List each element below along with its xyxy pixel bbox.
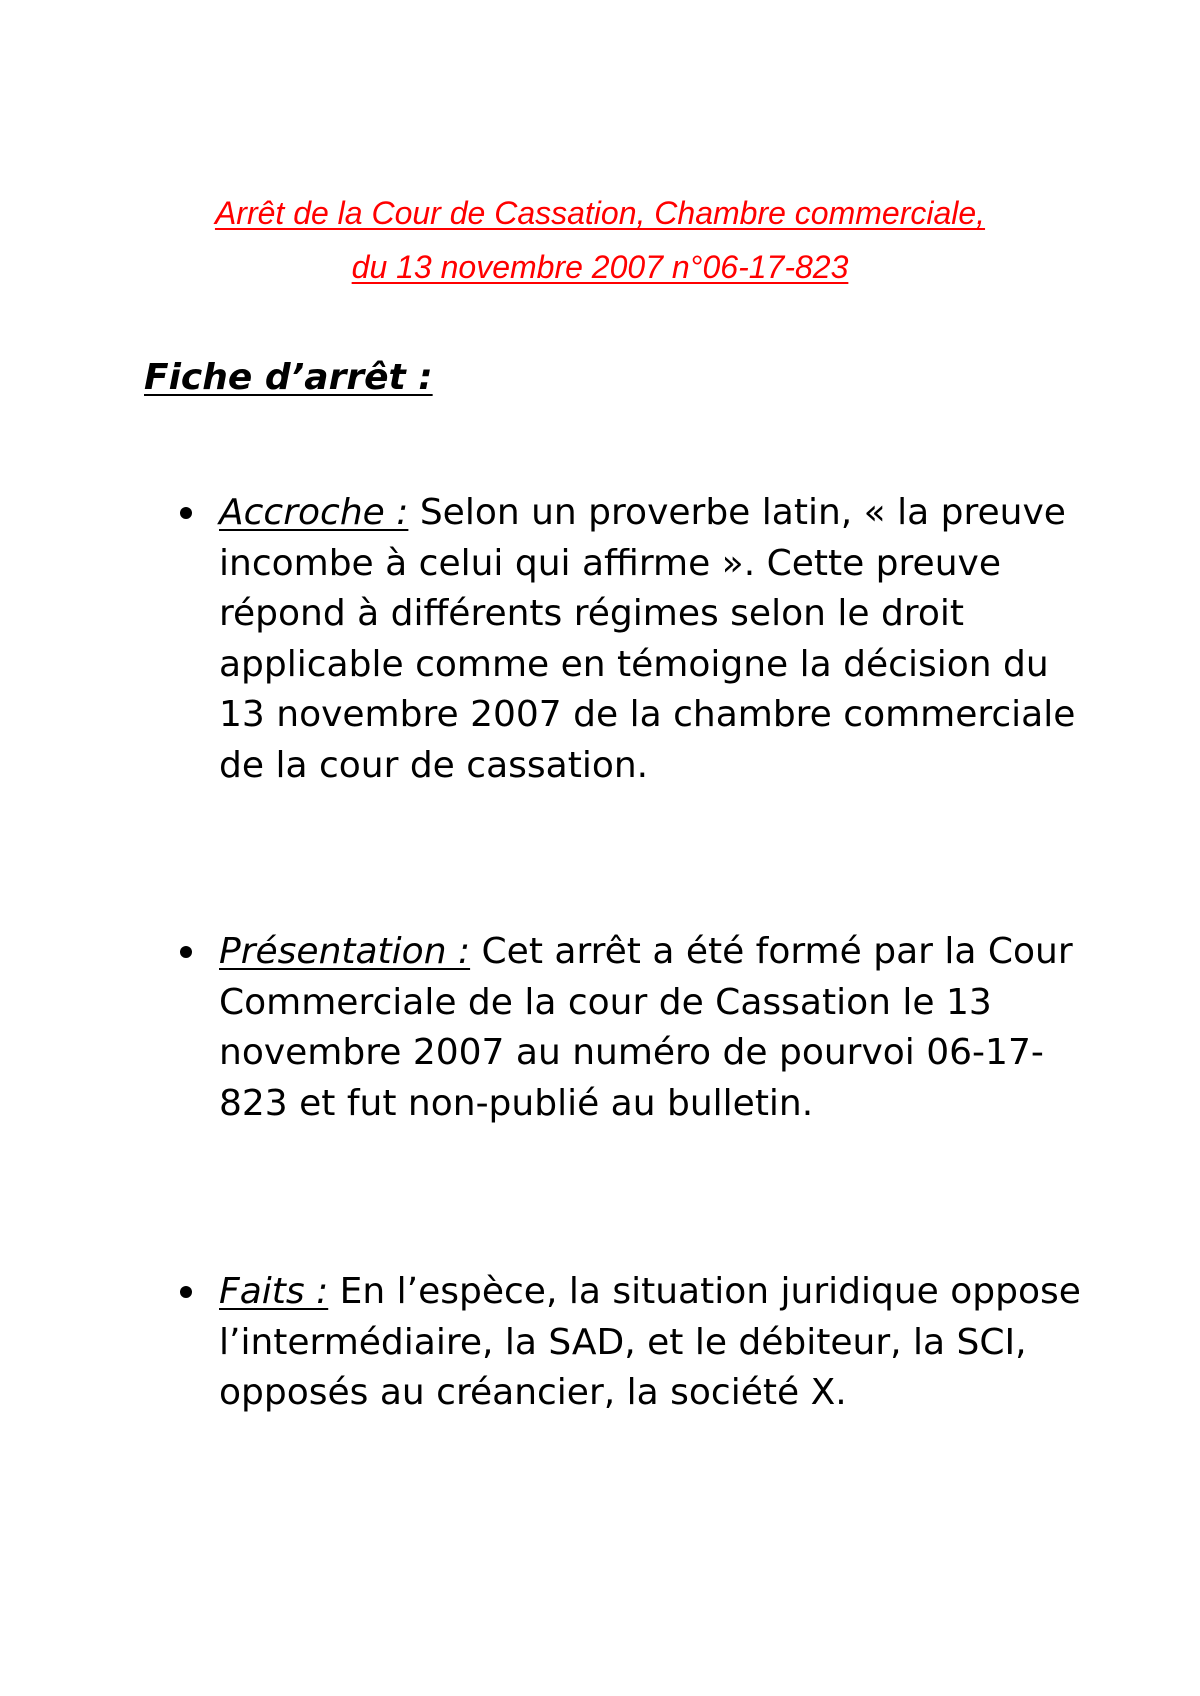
item-text: En l’espèce, la situation juridique oppose l’intermédiaire, la SAD, et le débiteur, la SCI, opposés au créancier, la société X. bbox=[219, 1271, 1081, 1413]
bullet-icon bbox=[180, 946, 192, 958]
bullet-icon bbox=[180, 1286, 192, 1298]
item-label: Présentation : bbox=[219, 931, 471, 972]
item-label: Accroche : bbox=[219, 492, 409, 533]
list-item-faits bbox=[219, 1267, 1099, 1419]
section-heading: Fiche d’arrêt : bbox=[144, 357, 433, 398]
title-line-2: du 13 novembre 2007 n°06-17-823 bbox=[351, 249, 849, 285]
list-item-presentation bbox=[219, 927, 1099, 1129]
item-label: Faits : bbox=[219, 1271, 329, 1312]
list-item-accroche bbox=[219, 488, 1099, 791]
document-title bbox=[0, 186, 1200, 294]
bullet-icon bbox=[180, 507, 192, 519]
item-text: Selon un proverbe latin, « la preuve incombe à celui qui affirme ». Cette preuve répond à différents régimes selon le droit applicable comme en témoigne la décision du 13 novembre 2007 de la chambre commerciale de la cour de cassation. bbox=[219, 492, 1076, 786]
title-line-1: Arrêt de la Cour de Cassation, Chambre commerciale, bbox=[214, 195, 986, 231]
item-text: Cet arrêt a été formé par la Cour Commerciale de la cour de Cassation le 13 novembre 2007 au numéro de pourvoi 06-17-823 et fut non-publié au bulletin. bbox=[219, 931, 1073, 1124]
